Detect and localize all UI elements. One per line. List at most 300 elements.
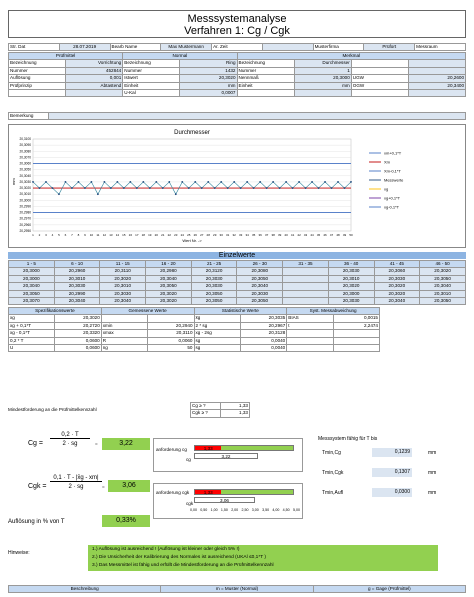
info-cell[interactable]: 1 [294, 67, 351, 74]
info-cell: OGW [351, 82, 408, 89]
spec-header: Gemessene Werte [101, 308, 194, 315]
cg-green-segment [221, 446, 293, 450]
cgk-bar-panel [153, 483, 303, 519]
einzelwert-cell[interactable]: 20,3050 [237, 298, 283, 305]
spec-cell [148, 315, 194, 322]
x-tick-label: 34 [245, 233, 249, 237]
data-point [39, 187, 41, 189]
faehig-label: Tmin,Cg [322, 450, 341, 456]
spec-cell [287, 330, 333, 337]
spec-cell: R [101, 337, 147, 344]
x-tick-label: 42 [297, 233, 301, 237]
info-cell[interactable]: mm [180, 82, 237, 89]
einzelwert-cell[interactable]: 20,3020 [100, 275, 146, 282]
info-cell: Nennmaß [237, 75, 294, 82]
data-point [103, 181, 105, 183]
info-cell[interactable]: Durchmesser [294, 60, 351, 67]
footer-table [8, 585, 466, 593]
info-cell[interactable]: Abtastend [66, 82, 123, 89]
data-point [58, 193, 60, 195]
x-tick-label: 32 [232, 233, 236, 237]
x-tick-label: 26 [193, 233, 197, 237]
mindest-table [190, 402, 250, 418]
einzelwert-cell[interactable]: 20,3040 [100, 298, 146, 305]
einzelwert-cell[interactable]: 20,3000 [9, 268, 55, 275]
x-tick-label: 30 [219, 233, 223, 237]
x-tick-label: 40 [284, 233, 288, 237]
info-cell: Einheit [123, 82, 180, 89]
data-point [181, 181, 183, 183]
spec-cell: xg + 0,1*T [9, 322, 55, 329]
mindest-label: Mindestforderung an die Prüfmittelkennzahl [8, 407, 97, 412]
y-tick-label: 20,2950 [19, 229, 31, 233]
header-table [8, 43, 466, 51]
hinweis-item: 2.) Die Unsicherheit der Kalibrierung des Normales ist ausreichend (UKAl ≤0,1*T ) [92, 555, 266, 560]
x-tick-label: 25 [187, 233, 191, 237]
x-tick-label: 50 [349, 233, 353, 237]
einzelwert-cell[interactable] [283, 290, 329, 297]
spec-cell: 20,3110 [148, 330, 194, 337]
x-tick-label: 43 [303, 233, 308, 237]
y-tick-label: 20,2960 [19, 222, 31, 227]
info-cell[interactable]: Ring [180, 60, 237, 67]
y-tick-label: 20,3060 [19, 161, 31, 166]
spec-cell: 20,2940 [148, 322, 194, 329]
data-point [298, 181, 300, 183]
cg-bar-label: anforderung cg [156, 447, 187, 452]
x-tick-label: 1 [32, 233, 34, 237]
spec-cell [287, 345, 333, 352]
cgk-actual-bar-track [194, 497, 294, 503]
einzelwerte-header: 41 - 45 [374, 261, 420, 268]
einzelwert-cell[interactable]: 20,2990 [54, 290, 100, 297]
header-cell: Bearb Name [110, 44, 161, 51]
spec-cell: 0,0040 [240, 337, 286, 344]
einzelwert-cell[interactable]: 20,3050 [420, 298, 466, 305]
hinweis-item: 3.) Das Messmittel ist fähig und erfüllt die Mindestforderung an die Prüfmittelkennzahl [92, 563, 274, 568]
spec-cell: xmax [101, 330, 147, 337]
info-cell: Bezeichnung [9, 60, 66, 67]
einzelwert-cell[interactable]: 20,3010 [100, 283, 146, 290]
x-tick-label: 44 [310, 233, 314, 237]
einzelwert-cell[interactable]: 20,3020 [328, 283, 374, 290]
bar-tick-label: 4,50 [282, 508, 290, 512]
data-point [136, 187, 138, 189]
einzelwert-cell[interactable]: 20,3040 [146, 275, 192, 282]
faehig-value: 0,0300 [372, 488, 412, 497]
spec-cell: 0,0060 [148, 337, 194, 344]
y-tick-label: 20,3080 [19, 149, 31, 154]
cgk-min-label: Cgk ≥ ? [191, 410, 221, 417]
faehig-label: Tmin,Aufl [322, 490, 344, 496]
footer-cell: Beschreibung [9, 586, 161, 593]
spec-cell: t [287, 322, 333, 329]
einzelwert-cell[interactable]: 20,3050 [191, 298, 237, 305]
data-point [233, 181, 235, 183]
einzelwerte-header: 1 - 5 [9, 261, 55, 268]
data-point [311, 181, 313, 183]
cg-requirement-bar [194, 445, 294, 451]
spec-cell: 0,0015 [333, 315, 379, 322]
info-cell: Istwert [123, 75, 180, 82]
y-tick-label: 20,2970 [19, 216, 31, 221]
info-cell[interactable]: 20,3020 [180, 75, 237, 82]
info-cell[interactable] [408, 67, 465, 74]
data-point [350, 181, 352, 183]
spec-table [8, 307, 380, 352]
spec-cell: 0,2 * T [9, 337, 55, 344]
spec-cell: 20,3128 [240, 330, 286, 337]
spec-cell: 2 * sg [194, 322, 240, 329]
info-cell[interactable] [408, 60, 465, 67]
info-cell[interactable] [66, 90, 123, 97]
cgk-den: 2 · sg [68, 484, 84, 490]
einzelwert-cell[interactable]: 20,3070 [9, 298, 55, 305]
cg-value: 3,22 [102, 438, 150, 450]
cgk-min-value: 1,33 [220, 410, 250, 417]
info-cell[interactable]: 20,3400 [408, 82, 465, 89]
x-tick-label: 20 [154, 233, 158, 237]
x-axis-label: Wert Nr. -> [182, 238, 202, 243]
info-cell[interactable] [294, 90, 351, 97]
data-point [227, 187, 229, 189]
einzelwerte-header: 26 - 30 [237, 261, 283, 268]
data-point [240, 187, 242, 189]
cgk-bar-sub: cgk [186, 501, 194, 506]
einzelwerte-header: 36 - 40 [328, 261, 374, 268]
einzelwert-cell[interactable]: 20,3000 [328, 290, 374, 297]
footer-cell: g = Gage (Prüfmittel) [313, 586, 465, 593]
einzelwert-cell[interactable]: 20,3020 [420, 268, 466, 275]
einzelwert-cell[interactable]: 20,3050 [237, 275, 283, 282]
faehig-label: Tmin,Cgk [322, 470, 344, 476]
x-tick-label: 41 [290, 233, 295, 237]
data-point [220, 181, 222, 183]
einzelwert-cell[interactable]: 20,3030 [100, 290, 146, 297]
einzelwert-cell[interactable]: 20,3060 [374, 268, 420, 275]
spec-cell [287, 337, 333, 344]
cgk-lhs: Cgk = [28, 483, 47, 490]
cg-bar-sub: cg [186, 457, 191, 462]
y-tick-label: 20,3090 [19, 143, 31, 148]
y-tick-label: 20,3000 [19, 198, 31, 203]
data-point [149, 187, 151, 189]
spec-cell [333, 337, 379, 344]
spec-cell [333, 345, 379, 352]
einzelwert-cell[interactable]: 20,3020 [374, 283, 420, 290]
info-cell[interactable]: Vorrichtung [66, 60, 123, 67]
info-cell: U-Kal [123, 90, 180, 97]
info-cell: Einheit [237, 82, 294, 89]
einzelwert-cell[interactable]: 20,3010 [420, 290, 466, 297]
einzelwert-cell[interactable]: 20,3050 [191, 290, 237, 297]
einzelwerte-header: 46 - 50 [420, 261, 466, 268]
hinweis-item: 1.) Auflösung ist ausreichend ! (Auflösung ist kleiner oder gleich 5% !) [92, 547, 240, 552]
y-tick-label: 20,3040 [19, 173, 31, 178]
einzelwert-cell[interactable]: 20,3040 [420, 283, 466, 290]
data-point [52, 187, 54, 189]
einzelwert-cell[interactable]: 20,3030 [328, 298, 374, 305]
data-point [344, 187, 346, 189]
data-point [194, 181, 196, 183]
data-point [129, 181, 131, 183]
einzelwert-cell[interactable]: 20,2980 [146, 268, 192, 275]
einzelwerte-header: 16 - 20 [146, 261, 192, 268]
spec-cell: 20,2967 [240, 322, 286, 329]
info-cell: Nummer [237, 67, 294, 74]
x-tick-label: 3 [45, 233, 47, 237]
einzelwert-cell[interactable]: 20,3120 [191, 268, 237, 275]
data-point [292, 187, 294, 189]
cgk-num: 0,1 · T - |x̄g - xm| [50, 475, 102, 482]
x-tick-label: 16 [128, 233, 133, 237]
spec-cell: 20,3020 [55, 315, 101, 322]
bar-tick-label: 4,00 [272, 508, 280, 512]
data-point [331, 187, 333, 189]
data-point [32, 181, 34, 183]
legend-label: Xm [384, 159, 390, 165]
einzelwert-cell[interactable]: 20,3030 [191, 275, 237, 282]
einzelwert-cell[interactable] [283, 283, 329, 290]
spec-cell: 0,0600 [55, 337, 101, 344]
x-tick-label: 18 [141, 233, 145, 237]
x-tick-label: 5 [58, 233, 60, 237]
spec-cell: 2,2474 [333, 322, 379, 329]
faehig-unit: mm [428, 450, 437, 456]
einzelwerte-header: 31 - 35 [283, 261, 329, 268]
data-point [259, 181, 261, 183]
info-table [8, 52, 466, 97]
spec-cell: xg - 2sg [194, 330, 240, 337]
bar-tick-label: 1,00 [210, 508, 218, 512]
cgk-requirement-bar [194, 489, 294, 495]
data-point [116, 181, 118, 183]
y-tick-label: 20,3030 [19, 179, 31, 184]
bar-tick-label: 0,50 [200, 508, 208, 512]
info-cell: UGW [351, 75, 408, 82]
x-tick-label: 22 [167, 233, 171, 237]
faehig-unit: mm [428, 470, 437, 476]
legend-label: Messwerte [384, 177, 404, 183]
info-cell[interactable] [408, 90, 465, 97]
info-cell: Bezeichnung [123, 60, 180, 67]
data-point [65, 181, 67, 183]
x-tick-label: 10 [89, 233, 94, 237]
einzelwert-cell[interactable] [283, 298, 329, 305]
x-tick-label: 6 [64, 233, 67, 237]
faehig-value: 0,1307 [372, 468, 412, 477]
einzelwert-cell[interactable]: 20,3050 [9, 290, 55, 297]
data-point [279, 187, 281, 189]
bar-tick-label: 3,50 [262, 508, 270, 512]
einzelwert-cell[interactable]: 20,3030 [191, 283, 237, 290]
cg-lhs: Cg = [28, 440, 43, 447]
aufl-value: 0,33% [102, 515, 150, 527]
data-point [78, 181, 80, 183]
x-tick-label: 45 [316, 233, 321, 237]
x-tick-label: 12 [102, 233, 107, 237]
einzelwert-cell[interactable]: 20,3080 [237, 268, 283, 275]
einzelwert-cell[interactable]: 20,3020 [146, 290, 192, 297]
spec-cell: 20,2720 [55, 322, 101, 329]
remark-table [8, 112, 466, 120]
y-tick-label: 20,3010 [19, 192, 31, 197]
spec-cell: x̄g [194, 315, 240, 322]
data-point [253, 187, 255, 189]
cg-actual-bar: 3,22 [194, 453, 258, 459]
spec-cell: 50 [148, 345, 194, 352]
faehig-value: 0,1239 [372, 448, 412, 457]
einzelwert-cell[interactable]: 20,2960 [54, 268, 100, 275]
spec-cell: ng [101, 345, 147, 352]
einzelwert-cell[interactable]: 20,3030 [54, 283, 100, 290]
hinweise-label: Hinweise: [8, 550, 30, 556]
info-cell[interactable]: 1432 [180, 67, 237, 74]
einzelwerte-header: 11 - 15 [100, 261, 146, 268]
cgk-actual-bar: 3,06 [194, 497, 255, 503]
cgk-value: 3,06 [108, 480, 150, 492]
cgk-green-segment [221, 490, 293, 494]
einzelwert-cell[interactable]: 20,3010 [54, 275, 100, 282]
x-tick-label: 11 [96, 233, 100, 237]
einzelwert-cell[interactable]: 20,3050 [146, 283, 192, 290]
cg-den: 2 · sg [62, 441, 78, 447]
spec-cell: U [9, 345, 55, 352]
data-point [155, 181, 157, 183]
x-tick-label: 49 [342, 233, 347, 237]
remark-field[interactable] [49, 113, 466, 120]
x-tick-label: 28 [206, 233, 210, 237]
cg-num: 0,2 · T [50, 432, 90, 439]
x-tick-label: 33 [239, 233, 243, 237]
footer-cell: m = Muster (Normal) [161, 586, 313, 593]
spec-cell: 0,0600 [55, 345, 101, 352]
page-title: Messsystemanalyse [187, 13, 287, 25]
cg-red-segment: 1,33 [195, 446, 221, 450]
bar-tick-label: 2,00 [231, 508, 239, 512]
y-tick-label: 20,3050 [19, 167, 31, 172]
data-point [71, 187, 73, 189]
info-cell: Nummer [123, 67, 180, 74]
header-cell: Prüfort [364, 44, 415, 51]
y-tick-label: 20,3070 [19, 155, 31, 160]
cg-bar-panel [153, 438, 303, 472]
info-cell[interactable]: 0,0007 [180, 90, 237, 97]
header-cell: Max Mustermann [161, 44, 212, 51]
y-tick-label: 20,3020 [19, 186, 31, 191]
spec-cell: xmin [101, 322, 147, 329]
title-box [8, 10, 466, 38]
spec-header: Statistische Werte [194, 308, 287, 315]
spec-cell: sg [194, 345, 240, 352]
einzelwert-cell[interactable] [283, 268, 329, 275]
bar-tick-label: 5,00 [292, 508, 300, 512]
einzelwert-cell[interactable]: 20,3000 [9, 275, 55, 282]
info-cell [351, 60, 408, 67]
data-point [214, 187, 216, 189]
x-tick-label: 35 [251, 233, 256, 237]
data-point [272, 181, 274, 183]
info-cell: Nummer [9, 67, 66, 74]
header-cell: Musterfirma [313, 44, 364, 51]
header-cell: 28.07.2019 [59, 44, 110, 51]
einzelwert-cell[interactable]: 20,3050 [420, 275, 466, 282]
info-cell [9, 90, 66, 97]
einzelwert-cell[interactable]: 20,3010 [328, 275, 374, 282]
spec-cell: 20,3035 [240, 315, 286, 322]
einzelwert-cell[interactable]: 20,3030 [328, 268, 374, 275]
cg-actual-bar-track [194, 453, 294, 459]
cg-min-label: Cg ≥ ? [191, 403, 221, 410]
faehig-unit: mm [428, 490, 437, 496]
spec-cell: 20,3320 [55, 330, 101, 337]
data-point [324, 181, 326, 183]
einzelwert-cell[interactable]: 20,3020 [374, 290, 420, 297]
einzelwerte-header: 6 - 10 [54, 261, 100, 268]
info-cell: Bezeichnung [237, 60, 294, 67]
header-cell: Ar. Zeit [212, 44, 263, 51]
einzelwert-cell[interactable]: 20,3110 [100, 268, 146, 275]
spec-cell: BIAS [287, 315, 333, 322]
info-cell[interactable]: 20,3000 [294, 75, 351, 82]
info-cell[interactable]: 452844 [66, 67, 123, 74]
spec-header: Syst. Messabweichung [287, 308, 380, 315]
data-point [162, 187, 164, 189]
faehig-title: Messsystem fähig für T bis [318, 436, 378, 442]
x-tick-label: 13 [109, 233, 113, 237]
x-tick-label: 39 [277, 233, 282, 237]
x-tick-label: 14 [115, 233, 120, 237]
info-cell: Auflösung [9, 75, 66, 82]
chart-title: Durchmesser [174, 130, 210, 136]
data-point [45, 181, 47, 183]
einzelwert-cell[interactable]: 20,3030 [237, 290, 283, 297]
x-tick-label: 31 [226, 233, 230, 237]
einzelwert-cell[interactable]: 20,3020 [146, 298, 192, 305]
info-cell[interactable]: mm [294, 82, 351, 89]
einzelwert-cell[interactable]: 20,3040 [54, 298, 100, 305]
einzelwerte-title: Einzelwerte [8, 252, 466, 259]
info-cell [237, 90, 294, 97]
data-point [266, 187, 268, 189]
x-tick-label: 29 [213, 233, 217, 237]
x-tick-label: 47 [329, 233, 334, 237]
einzelwert-cell[interactable]: 20,3040 [237, 283, 283, 290]
einzelwert-cell[interactable]: 20,3040 [9, 283, 55, 290]
data-point [337, 181, 339, 183]
einzelwert-cell[interactable]: 20,3030 [374, 275, 420, 282]
x-tick-label: 4 [51, 233, 54, 237]
einzelwert-cell[interactable] [283, 275, 329, 282]
y-tick-label: 20,2990 [19, 204, 31, 209]
spec-cell [333, 330, 379, 337]
data-point [246, 181, 248, 183]
remark-label: Bemerkung [9, 113, 49, 120]
data-point [110, 187, 112, 189]
einzelwert-cell[interactable]: 20,3040 [374, 298, 420, 305]
bar-tick-label: 1,50 [220, 508, 228, 512]
legend-label: Xm-0,1*T [384, 168, 401, 174]
x-tick-label: 17 [135, 233, 139, 237]
x-tick-label: 8 [77, 233, 80, 237]
spec-cell: 0,0040 [240, 345, 286, 352]
data-point [168, 181, 170, 183]
data-point [305, 187, 307, 189]
chart-panel [8, 124, 466, 248]
info-cell[interactable]: 20,2600 [408, 75, 465, 82]
info-cell[interactable]: 0,001 [66, 75, 123, 82]
legend-label: xg-0,1*T [384, 204, 400, 210]
